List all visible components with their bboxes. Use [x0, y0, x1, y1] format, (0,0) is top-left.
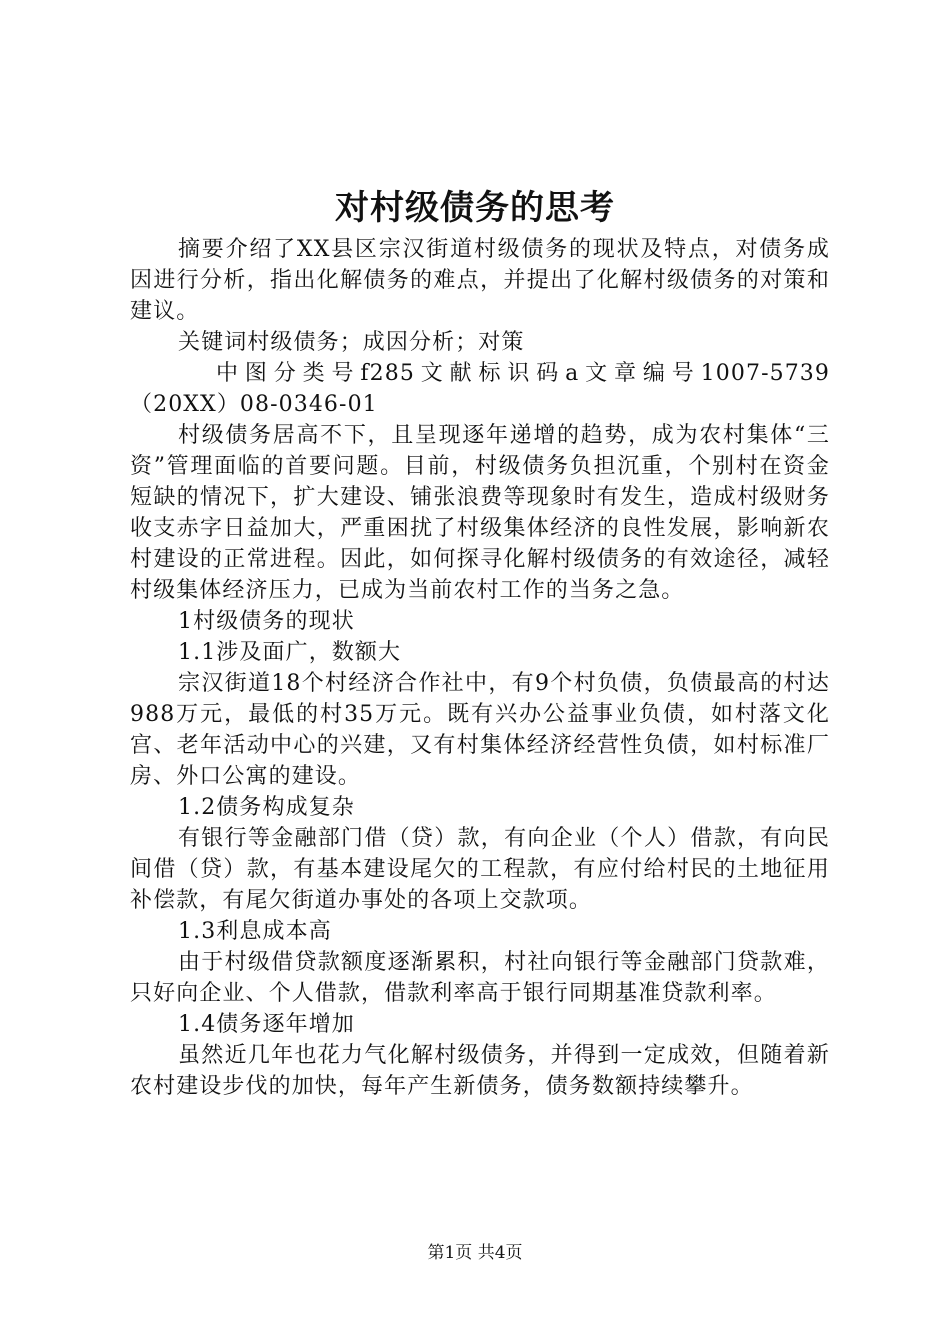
section-heading-1: 1村级债务的现状 — [178, 609, 355, 634]
page-footer: 第1页 共4页 — [427, 1243, 523, 1263]
keywords-paragraph: 关键词村级债务；成因分析；对策 — [178, 330, 525, 355]
subsection-heading-1-1: 1.1涉及面广，数额大 — [178, 640, 402, 665]
document-body — [130, 234, 830, 1102]
abstract-paragraph: 摘要介绍了XX县区宗汉街道村级债务的现状及特点，对债务成因进行分析，指出化解债务的难点，并提出了化解村级债务的对策和建议。 — [130, 237, 830, 324]
body-paragraph-1-3: 由于村级借贷款额度逐渐累积，村社向银行等金融部门贷款难，只好向企业、个人借款，借款利率高于银行同期基准贷款利率。 — [130, 950, 830, 1006]
subsection-heading-1-4: 1.4债务逐年增加 — [178, 1012, 355, 1037]
intro-paragraph: 村级债务居高不下，且呈现逐年递增的趋势，成为农村集体“三资”管理面临的首要问题。目前，村级债务负担沉重，个别村在资金短缺的情况下，扩大建设、铺张浪费等现象时有发生，造成村级财务收支赤字日益加大，严重困扰了村级集体经济的良性发展，影响新农村建设的正常进程。因此，如何探寻化解村级债务的有效途径，减轻村级集体经济压力，已成为当前农村工作的当务之急。 — [130, 423, 830, 603]
document-title: 对村级债务的思考 — [335, 188, 615, 228]
body-paragraph-1-2: 有银行等金融部门借（贷）款，有向企业（个人）借款，有向民间借（贷）款，有基本建设尾欠的工程款，有应付给村民的土地征用补偿款，有尾欠街道办事处的各项上交款项。 — [130, 826, 830, 913]
subsection-heading-1-3: 1.3利息成本高 — [178, 919, 332, 944]
subsection-heading-1-2: 1.2债务构成复杂 — [178, 795, 355, 820]
body-paragraph-1-1: 宗汉街道18个村经济合作社中，有9个村负债，负债最高的村达988万元，最低的村35万元。既有兴办公益事业负债，如村落文化宫、老年活动中心的兴建，又有村集体经济经营性负债，如村标准厂房、外口公寓的建设。 — [130, 671, 830, 789]
body-paragraph-1-4: 虽然近几年也花力气化解村级债务，并得到一定成效，但随着新农村建设步伐的加快，每年产生新债务，债务数额持续攀升。 — [130, 1043, 830, 1099]
classification-paragraph: 中图分类号f285文献标识码a文章编号1007-5739（20XX）08-0346-01 — [130, 361, 830, 417]
